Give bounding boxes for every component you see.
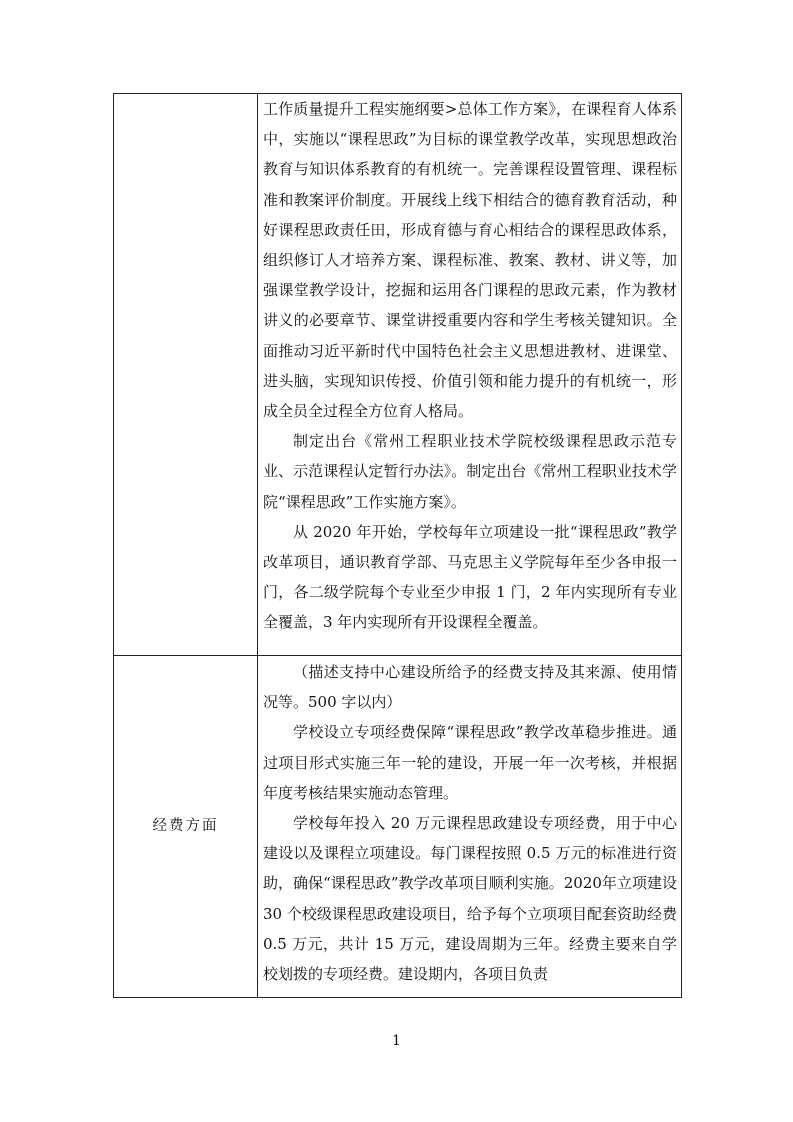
paragraph-funding-instructions: （描述支持中心建设所给予的经费支持及其来源、使用情况等。500 字以内） bbox=[263, 663, 677, 712]
paragraph-funding-guarantee: 学校设立专项经费保障“课程思政”教学改革稳步推进。通过项目形式实施三年一轮的建设，开展一年一次考核，并根据年度考核结果实施动态管理。 bbox=[263, 723, 677, 802]
paragraph-regulations: 制定出台《常州工程职业技术学院校级课程思政示范专业、示范课程认定暂行办法》。制定出台《常州工程职业技术学院“课程思政”工作实施方案》。 bbox=[263, 432, 677, 511]
top-content-cell bbox=[263, 94, 677, 638]
funding-label: 经费方面 bbox=[152, 818, 219, 834]
row-divider bbox=[114, 655, 681, 656]
paragraph-curriculum-reform: 工作质量提升工程实施纲要>总体工作方案》，在课程育人体系中，实施以“课程思政”为目标的课堂教学改革，实现思想政治教育与知识体系教育的有机统一。完善课程设置管理、课程标准和教案评价制度。开展线上线下相结合的德育教育活动，种好课程思政责任田，形成育德与育心相结合的课程思政体系，组织修订人才培养方案、课程标准、教案、教材、讲义等，加强课堂教学设计，挖掘和运用各门课程的思政元素，作为教材讲义的必要章节、课堂讲授重要内容和学生考核关键知识。全面推动习近平新时代中国特色社会主义思想进教材、进课堂、进头脑，实现知识传授、价值引领和能力提升的有机统一，形成全员全过程全方位育人格局。 bbox=[263, 100, 677, 421]
paragraph-funding-details: 学校每年投入 20 万元课程思政建设专项经费，用于中心建设以及课程立项建设。每门课程按照 0.5 万元的标准进行资助，确保“课程思政”教学改革项目顺利实施。2020年立项建设 30 个校级课程思政建设项目，给予每个立项项目配套资助经费 0.5 万元，共计 15 万元，建设周期为三年。经费主要来自学校划拨的专项经费。建设期内，各项目负责 bbox=[263, 814, 677, 984]
paragraph-annual-projects: 从 2020 年开始，学校每年立项建设一批“课程思政”教学改革项目，通识教育学部、马克思主义学院每年至少各申报一门，各二级学院每个专业至少申报 1 门，2 年内实现所有专业全覆盖，3 年内实现所有开设课程全覆盖。 bbox=[263, 522, 677, 632]
column-divider bbox=[257, 94, 258, 997]
page-number: 1 bbox=[392, 1033, 401, 1049]
content-table bbox=[113, 93, 682, 998]
funding-content-cell bbox=[263, 657, 677, 989]
